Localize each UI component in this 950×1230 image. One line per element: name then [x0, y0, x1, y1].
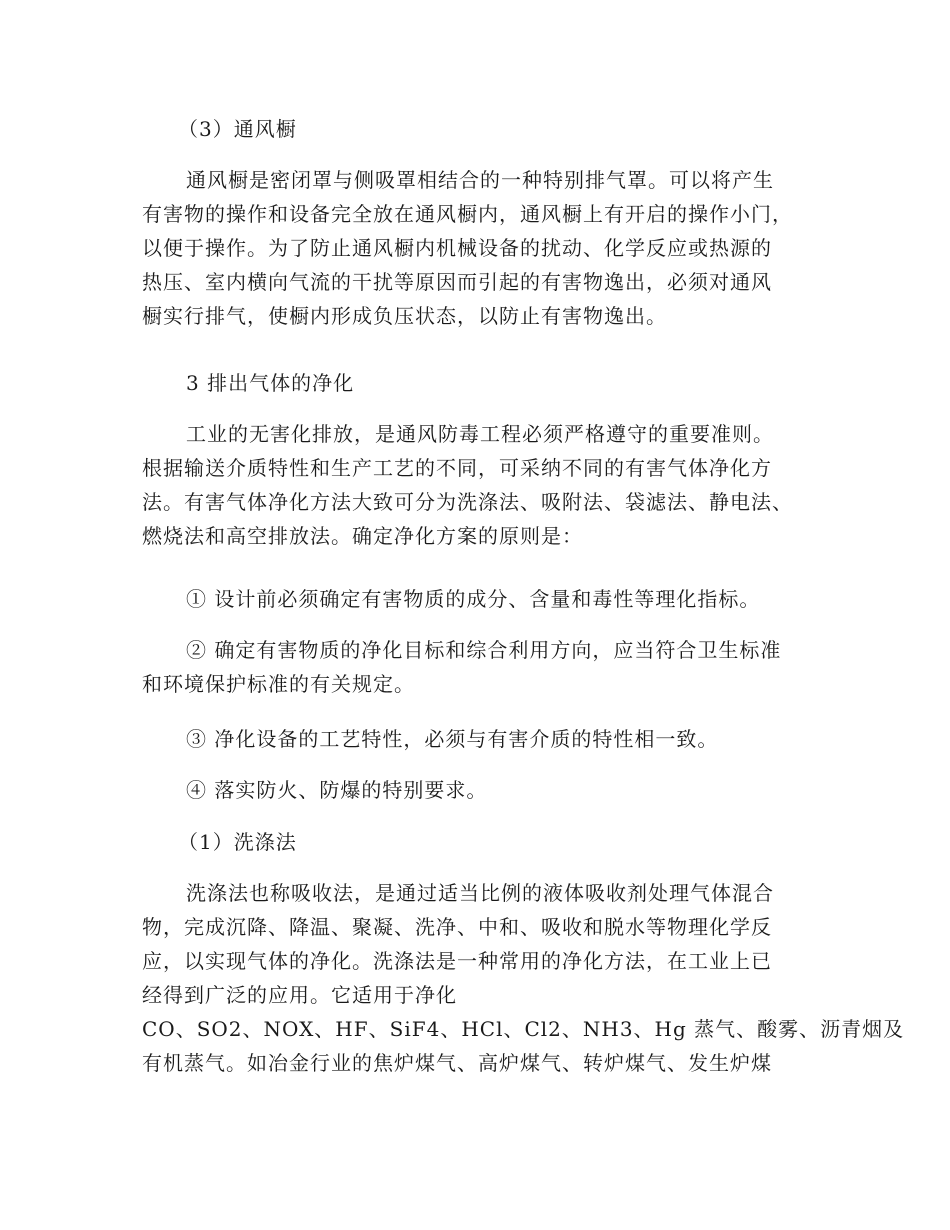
- section-heading-washing: [178, 825, 798, 859]
- text-line: ③ 净化设备的工艺特性，必须与有害介质的特性相一致。: [186, 727, 719, 751]
- text-line: 洗涤法也称吸收法，是通过适当比例的液体吸收剂处理气体混合: [186, 881, 774, 905]
- section-heading-ventilation-cabinet: [178, 112, 798, 146]
- principle-item-3: [142, 722, 810, 756]
- text-line: 橱实行排气，使橱内形成负压状态，以防止有害物逸出。: [142, 304, 667, 328]
- text-line: 根据输送介质特性和生产工艺的不同，可采纳不同的有害气体净化方: [142, 456, 772, 480]
- paragraph-purification: [142, 417, 810, 553]
- text-line: 以便于操作。为了防止通风橱内机械设备的扰动、化学反应或热源的: [142, 236, 772, 260]
- text-line: CO、SO2、NOX、HF、SiF4、HCl、Cl2、NH3、Hg 蒸气、酸雾、沥青烟及: [142, 1017, 905, 1041]
- text-line: ① 设计前必须确定有害物质的成分、含量和毒性等理化指标。: [186, 587, 761, 611]
- text-line: 经得到广泛的应用。它适用于净化: [142, 983, 457, 1007]
- text-line: 热压、室内横向气流的干扰等原因而引起的有害物逸出，必须对通风: [142, 270, 772, 294]
- text-line: 燃烧法和高空排放法。确定净化方案的原则是：: [142, 524, 583, 548]
- text-line: 和环境保护标准的有关规定。: [142, 672, 415, 696]
- heading-text: （1）洗涤法: [178, 830, 297, 854]
- text-line: ④ 落实防火、防爆的特别要求。: [186, 778, 488, 802]
- text-line: 法。有害气体净化方法大致可分为洗涤法、吸附法、袋滤法、静电法、: [142, 490, 793, 514]
- principle-item-4: [142, 773, 810, 807]
- heading-text: （3）通风橱: [178, 117, 297, 141]
- principle-item-2: [142, 633, 810, 701]
- text-line: 有害物的操作和设备完全放在通风橱内，通风橱上有开启的操作小门，: [142, 202, 793, 226]
- heading-text: 3 排出气体的净化: [186, 371, 355, 395]
- principle-item-1: [142, 582, 810, 616]
- section-heading-gas-purification: [186, 366, 806, 400]
- paragraph-ventilation-cabinet: [142, 163, 810, 333]
- text-line: 应，以实现气体的净化。洗涤法是一种常用的净化方法，在工业上已: [142, 949, 772, 973]
- text-line: 物，完成沉降、降温、聚凝、洗净、中和、吸收和脱水等物理化学反: [142, 915, 772, 939]
- paragraph-washing: [142, 876, 905, 1080]
- text-line: ② 确定有害物质的净化目标和综合利用方向，应当符合卫生标准: [186, 638, 782, 662]
- text-line: 通风橱是密闭罩与侧吸罩相结合的一种特别排气罩。可以将产生: [186, 168, 774, 192]
- text-line: 工业的无害化排放，是通风防毒工程必须严格遵守的重要准则。: [186, 422, 774, 446]
- text-line: 有机蒸气。如冶金行业的焦炉煤气、高炉煤气、转炉煤气、发生炉煤: [142, 1051, 772, 1075]
